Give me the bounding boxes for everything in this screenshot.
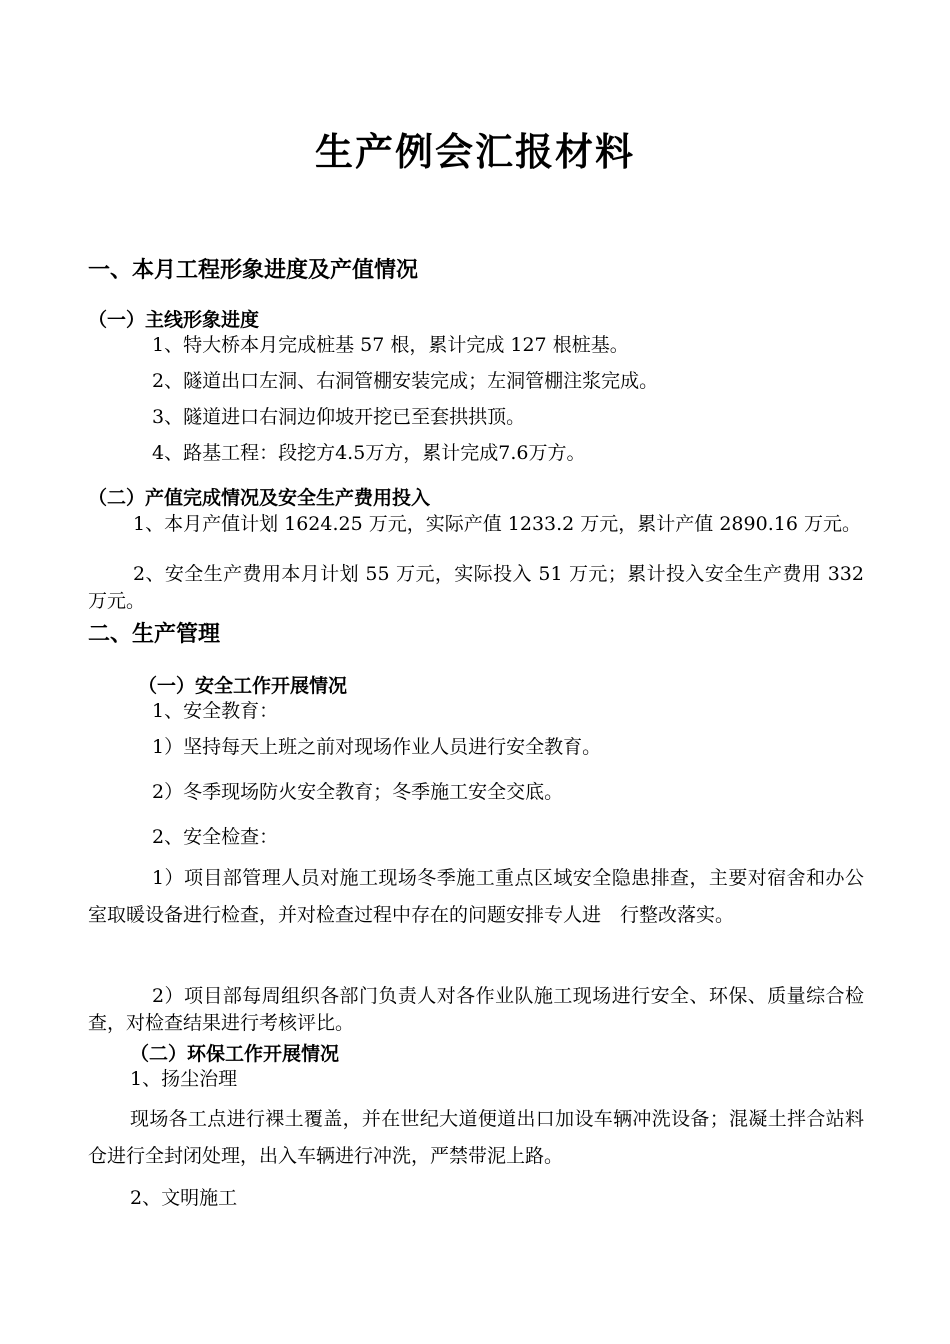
safety-fee-paragraph: 2、安全生产费用本月计划 55 万元，实际投入 51 万元；累计投入安全生产费用 332 万元。 xyxy=(88,563,864,612)
page-title: 生产例会汇报材料 xyxy=(314,130,635,174)
section-heading-management: 二、生产管理 xyxy=(88,622,221,647)
safety-check-paragraph: 1）项目部管理人员对施工现场冬季施工重点区域安全隐患排查，主要对宿舍和办公室取暖设备进行检查，并对检查过程中存在的问题安排专人进 行整改落实。 xyxy=(88,867,864,926)
civilized-construction-label: 2、文明施工 xyxy=(130,1187,238,1209)
safety-check-label: 2、安全检查： xyxy=(152,826,279,848)
dust-control-label: 1、扬尘治理 xyxy=(130,1068,238,1090)
subsection-heading-environment: （二）环保工作开展情况 xyxy=(130,1043,340,1065)
list-item: 3、隧道进口右洞边仰坡开挖已至套拱拱顶。 xyxy=(152,406,526,428)
list-item: 1、特大桥本月完成桩基 57 根，累计完成 127 根桩基。 xyxy=(152,334,629,356)
output-paragraph: 1、本月产值计划 1624.25 万元，实际产值 1233.2 万元，累计产值 2890.16 万元。 xyxy=(133,513,861,535)
list-item: 4、路基工程：段挖方4.5万方，累计完成7.6万方。 xyxy=(152,442,586,464)
subsection-heading-output: （二）产值完成情况及安全生产费用投入 xyxy=(88,487,431,509)
list-item: 2、隧道出口左洞、右洞管棚安装完成；左洞管棚注浆完成。 xyxy=(152,370,659,392)
subsection-heading-safety: （一）安全工作开展情况 xyxy=(138,675,348,697)
subsection-heading-mainline: （一）主线形象进度 xyxy=(88,309,260,331)
safety-education-label: 1、安全教育： xyxy=(152,700,279,722)
weekly-inspection-paragraph: 2）项目部每周组织各部门负责人对各作业队施工现场进行安全、环保、质量综合检查，对检查结果进行考核评比。 xyxy=(88,985,864,1034)
dust-control-paragraph: 现场各工点进行裸土覆盖，并在世纪大道便道出口加设车辆冲洗设备；混凝土拌合站料仓进行全封闭处理，出入车辆进行冲洗，严禁带泥上路。 xyxy=(88,1108,864,1167)
section-heading-progress: 一、本月工程形象进度及产值情况 xyxy=(88,258,419,283)
list-item: 2）冬季现场防火安全教育；冬季施工安全交底。 xyxy=(152,781,564,803)
list-item: 1）坚持每天上班之前对现场作业人员进行安全教育。 xyxy=(152,736,602,758)
